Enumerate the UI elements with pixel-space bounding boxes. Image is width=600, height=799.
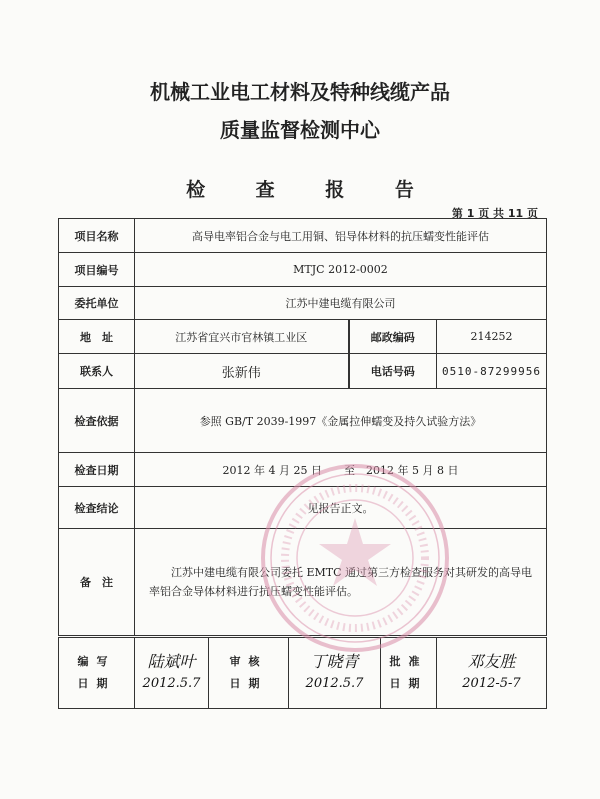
approver-name: 邓友胜 — [467, 652, 516, 671]
contact-label: 联系人 — [59, 354, 135, 389]
postal-code-value: 214252 — [437, 320, 547, 354]
basis-label: 检查依据 — [59, 389, 135, 453]
row-project-name — [59, 219, 547, 253]
date-label: 检查日期 — [59, 453, 135, 487]
row-address — [59, 320, 547, 354]
approver-signature — [437, 637, 547, 709]
client-label: 委托单位 — [59, 287, 135, 320]
row-conclusion — [59, 487, 547, 529]
approve-date: 2012-5-7 — [462, 676, 521, 691]
writer-signature — [135, 637, 209, 709]
contact-value: 张新伟 — [135, 354, 349, 389]
conclusion-label: 检查结论 — [59, 487, 135, 529]
remarks-value: 江苏中建电缆有限公司委托 EMTC 通过第三方检查服务对其研发的高导电率铝合金导体材料进行抗压蠕变性能评估。 — [135, 529, 547, 637]
reviewer-name: 丁晓青 — [310, 652, 359, 671]
writer-label-cell — [59, 637, 135, 709]
review-label-cell — [209, 637, 289, 709]
writer-name: 陆斌叶 — [147, 652, 196, 671]
page-info: 第 1 页 共 11 页 — [451, 207, 538, 220]
report-table — [58, 218, 547, 709]
project-no-label: 项目编号 — [59, 253, 135, 287]
writer-date: 2012.5.7 — [142, 676, 201, 691]
address-value: 江苏省宜兴市官林镇工业区 — [135, 320, 349, 354]
conclusion-value: 见报告正文。 — [135, 487, 547, 529]
center-name-line1: 机械工业电工材料及特种线缆产品 — [150, 80, 450, 104]
client-value: 江苏中建电缆有限公司 — [135, 287, 547, 320]
center-name-line2: 质量监督检测中心 — [220, 118, 380, 142]
phone-label: 电话号码 — [349, 354, 437, 389]
approve-label-cell — [381, 637, 437, 709]
basis-value: 参照 GB/T 2039-1997《金属拉伸蠕变及持久试验方法》 — [135, 389, 547, 453]
row-remarks — [59, 529, 547, 637]
report-title: 检 查 报 告 — [186, 179, 436, 201]
phone-value: 0510-87299956 — [437, 354, 547, 389]
project-no-value: MTJC 2012-0002 — [135, 253, 547, 287]
row-signatures — [59, 637, 547, 709]
postal-code-label: 邮政编码 — [349, 320, 437, 354]
row-basis — [59, 389, 547, 453]
project-name-label: 项目名称 — [59, 219, 135, 253]
review-date: 2012.5.7 — [305, 676, 364, 691]
writer-label: 编写 — [77, 655, 116, 668]
row-contact — [59, 354, 547, 389]
writer-date-label: 日期 — [77, 677, 116, 690]
row-client — [59, 287, 547, 320]
row-date — [59, 453, 547, 487]
remarks-label: 备 注 — [59, 529, 135, 637]
reviewer-signature — [289, 637, 381, 709]
approve-label: 批准 — [389, 655, 428, 668]
approve-date-label: 日期 — [389, 677, 428, 690]
project-name-value: 高导电率铝合金与电工用铜、铝导体材料的抗压蠕变性能评估 — [135, 219, 547, 253]
address-label: 地 址 — [59, 320, 135, 354]
date-value: 2012 年 4 月 25 日 至 2012 年 5 月 8 日 — [135, 453, 547, 487]
row-project-no — [59, 253, 547, 287]
review-date-label: 日期 — [229, 677, 268, 690]
review-label: 审核 — [229, 655, 268, 668]
